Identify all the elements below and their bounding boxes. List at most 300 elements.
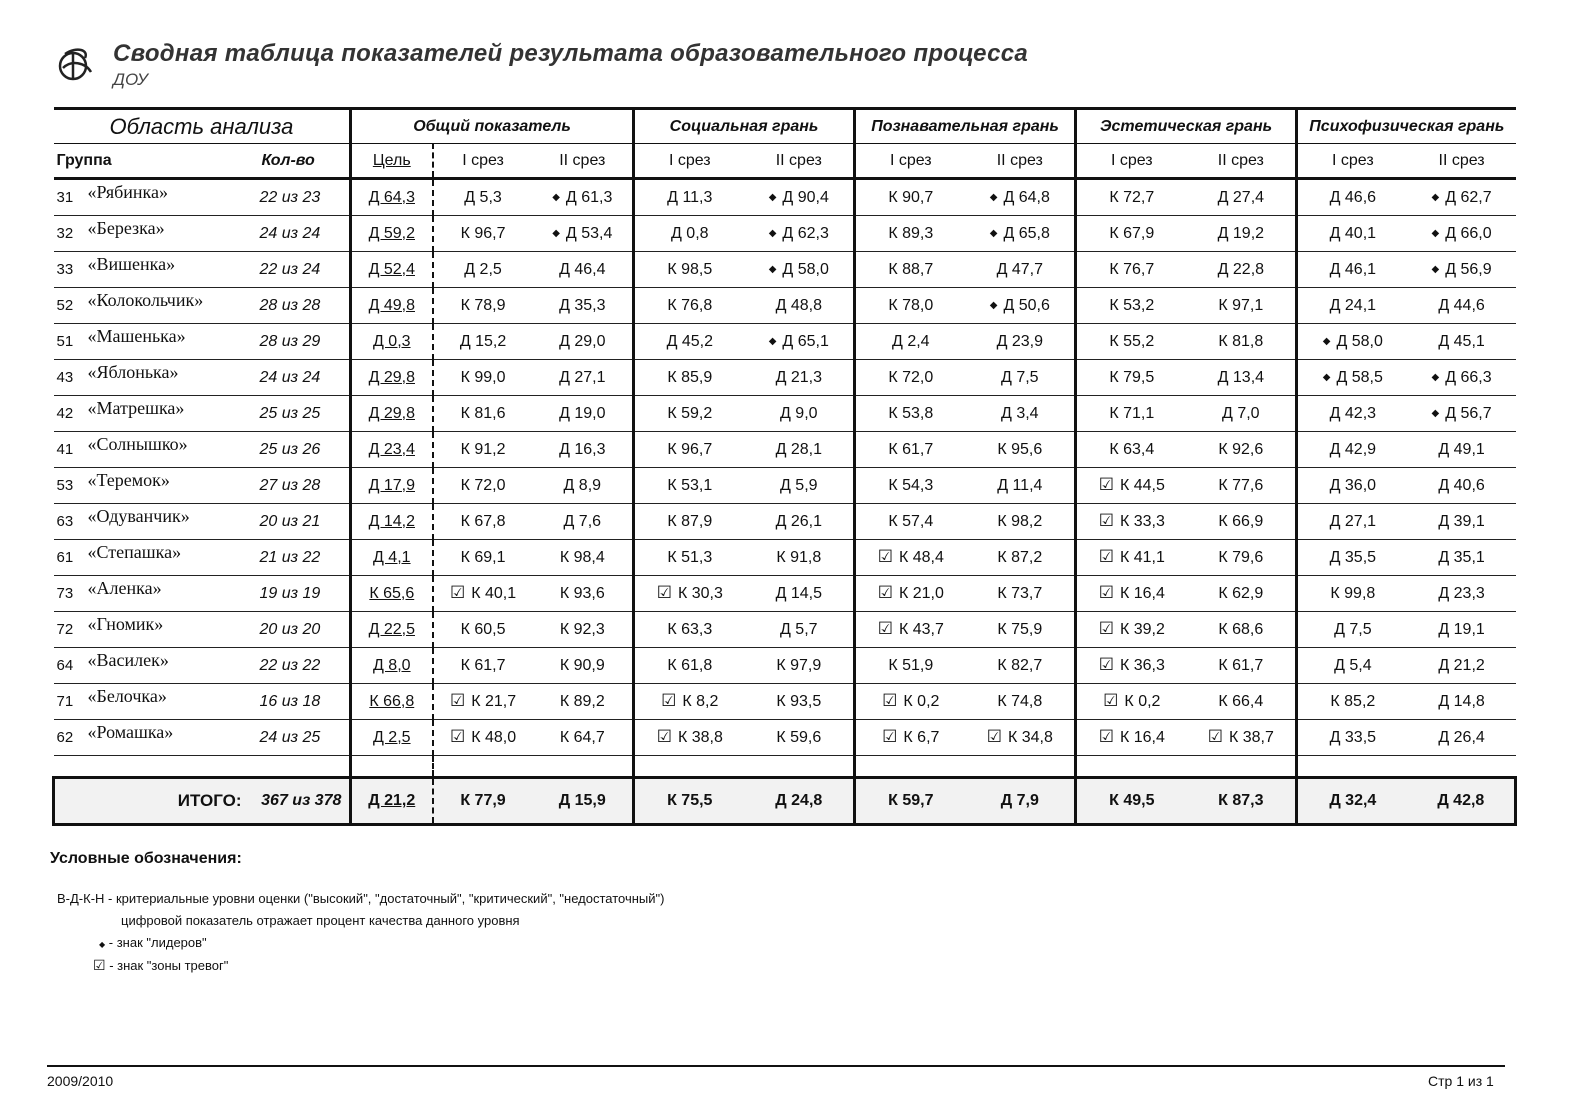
group-name: «Рябинка»: [84, 179, 254, 216]
group-number: 33: [54, 252, 84, 288]
leader-diamond-icon: ◆: [1431, 371, 1440, 383]
score-value: К 82,7: [997, 656, 1043, 674]
score-value: Д 56,9: [1445, 260, 1492, 278]
total-row: [54, 778, 1516, 825]
score-cell: [855, 324, 966, 360]
goal-value: Д 4,1: [351, 540, 433, 576]
score-value: Д 36,0: [1329, 476, 1377, 494]
score-value: К 78,9: [460, 296, 506, 314]
group-name: «Аленка»: [84, 576, 254, 612]
score-value: Д 53,4: [565, 224, 613, 242]
score-cell: [634, 432, 745, 468]
score-cell: [533, 540, 634, 576]
cognitive-s1-header: I срез: [855, 144, 966, 179]
score-cell: [1187, 468, 1297, 504]
score-value: К 98,5: [667, 260, 713, 278]
score-cell: [1187, 216, 1297, 252]
score-value: Д 35,3: [559, 296, 606, 314]
score-value: Д 62,7: [1445, 188, 1492, 206]
score-cell: [634, 612, 745, 648]
score-value: К 90,7: [888, 188, 934, 206]
score-value: Д 2,4: [892, 332, 930, 350]
score-cell: [1408, 179, 1516, 216]
score-value: К 93,6: [559, 584, 605, 602]
score-value: Д 0,8: [671, 224, 709, 242]
score-value: Д 21,3: [775, 368, 822, 386]
table-header-sections: [54, 109, 1516, 144]
score-cell: [1297, 468, 1408, 504]
goal-value: Д 64,3: [351, 179, 433, 216]
score-cell: [855, 612, 966, 648]
score-cell: [1408, 288, 1516, 324]
score-value: Д 19,0: [559, 404, 606, 422]
score-value: Д 2,5: [464, 260, 502, 278]
score-value: К 75,9: [997, 620, 1043, 638]
score-cell: [855, 179, 966, 216]
score-cell: [745, 396, 855, 432]
alarm-checkbox-icon: ☑: [449, 727, 466, 746]
goal-value: Д 8,0: [351, 648, 433, 684]
score-cell: [1408, 396, 1516, 432]
group-name: «Вишенка»: [84, 252, 254, 288]
score-cell: [855, 468, 966, 504]
group-number: 71: [54, 684, 84, 720]
score-cell: [1297, 360, 1408, 396]
score-cell: [966, 396, 1076, 432]
score-cell: [855, 648, 966, 684]
table-row: [54, 684, 1516, 720]
score-value: Д 56,7: [1445, 404, 1492, 422]
spacer-cell: [54, 756, 84, 778]
total-score: Д 42,8: [1408, 778, 1516, 825]
group-count: 24 из 24: [254, 360, 351, 396]
score-value: К 74,8: [997, 692, 1043, 710]
score-cell: [745, 432, 855, 468]
score-value: К 60,5: [460, 620, 506, 638]
leader-diamond-icon: ◆: [989, 191, 998, 203]
score-cell: [966, 432, 1076, 468]
score-value: К 21,7: [471, 693, 517, 710]
leader-diamond-icon: ◆: [989, 227, 998, 239]
leader-diamond-icon: ◆: [1431, 407, 1440, 419]
score-value: Д 35,1: [1438, 548, 1485, 566]
score-cell: [433, 324, 533, 360]
group-number: 51: [54, 324, 84, 360]
group-name: «Березка»: [84, 216, 254, 252]
score-value: Д 44,6: [1438, 296, 1485, 314]
score-value: Д 46,4: [559, 260, 606, 278]
table-row: [54, 396, 1516, 432]
score-cell: [966, 540, 1076, 576]
score-value: К 48,4: [898, 549, 944, 566]
group-count: 25 из 25: [254, 396, 351, 432]
general-s2-header: II срез: [533, 144, 634, 179]
alarm-checkbox-icon: ☑: [1098, 547, 1114, 566]
score-cell: [533, 504, 634, 540]
score-value: К 96,7: [667, 440, 713, 458]
score-cell: [1076, 396, 1187, 432]
score-value: К 62,9: [1218, 584, 1264, 602]
score-value: К 67,8: [460, 512, 506, 530]
alarm-checkbox-icon: ☑: [877, 547, 893, 566]
score-value: К 59,6: [776, 728, 822, 746]
score-cell: [745, 648, 855, 684]
alarm-checkbox-icon: ☑: [661, 691, 677, 710]
score-value: К 59,2: [667, 404, 713, 422]
score-cell: [634, 540, 745, 576]
table-row: [54, 504, 1516, 540]
score-value: К 72,7: [1109, 188, 1155, 206]
score-value: Д 49,1: [1438, 440, 1485, 458]
table-row: [54, 468, 1516, 504]
score-cell: [855, 576, 966, 612]
score-cell: [1187, 288, 1297, 324]
group-name: «Колокольчик»: [84, 288, 254, 324]
score-value: К 63,3: [667, 620, 713, 638]
alarm-checkbox-icon: ☑: [877, 583, 893, 602]
score-cell: [634, 396, 745, 432]
alarm-checkbox-icon: ☑: [93, 957, 106, 973]
score-cell: [533, 432, 634, 468]
score-cell: [533, 396, 634, 432]
score-value: Д 62,3: [782, 224, 829, 242]
score-cell: [1076, 612, 1187, 648]
goal-value: Д 22,5: [351, 612, 433, 648]
score-value: Д 64,8: [1003, 188, 1050, 206]
score-cell: [1297, 432, 1408, 468]
total-score: Д 24,8: [745, 778, 855, 825]
group-count: 28 из 29: [254, 324, 351, 360]
score-value: К 81,6: [460, 404, 506, 422]
score-cell: [1076, 504, 1187, 540]
score-value: Д 33,5: [1329, 728, 1377, 746]
score-value: Д 50,6: [1003, 296, 1050, 314]
total-label: ИТОГО:: [54, 778, 254, 825]
goal-column-header: Цель: [351, 144, 433, 179]
score-value: К 16,4: [1119, 585, 1165, 602]
total-score: К 77,9: [433, 778, 533, 825]
page-title: Сводная таблица показателей результата образовательного процесса: [113, 40, 1029, 67]
goal-value: Д 23,4: [351, 432, 433, 468]
score-cell: [433, 396, 533, 432]
goal-value: Д 49,8: [351, 288, 433, 324]
score-cell: [1297, 540, 1408, 576]
table-row: [54, 360, 1516, 396]
score-cell: [1076, 576, 1187, 612]
group-count: 19 из 19: [254, 576, 351, 612]
score-cell: [533, 324, 634, 360]
score-cell: [533, 612, 634, 648]
table-row: [54, 720, 1516, 756]
score-cell: [433, 576, 533, 612]
score-cell: [855, 252, 966, 288]
table-row: [54, 432, 1516, 468]
summary-table: [52, 107, 1517, 826]
group-number: 61: [54, 540, 84, 576]
score-value: К 43,7: [898, 621, 944, 638]
group-number: 43: [54, 360, 84, 396]
score-cell: [966, 324, 1076, 360]
score-cell: [1297, 324, 1408, 360]
score-cell: [1076, 720, 1187, 756]
group-name: «Теремок»: [84, 468, 254, 504]
score-cell: [966, 504, 1076, 540]
score-value: К 96,7: [460, 224, 506, 242]
score-value: Д 5,9: [780, 476, 818, 494]
score-value: К 69,1: [460, 548, 506, 566]
alarm-checkbox-icon: ☑: [1098, 655, 1114, 674]
score-cell: [433, 504, 533, 540]
score-value: К 68,6: [1218, 620, 1264, 638]
score-value: Д 22,8: [1217, 260, 1265, 278]
score-cell: [1076, 288, 1187, 324]
alarm-checkbox-icon: ☑: [1098, 583, 1114, 602]
table-row: [54, 216, 1516, 252]
analysis-area-header: Область анализа: [54, 109, 351, 144]
score-value: К 85,9: [667, 368, 713, 386]
score-cell: [745, 540, 855, 576]
goal-value: К 65,6: [351, 576, 433, 612]
score-cell: [966, 179, 1076, 216]
alarm-checkbox-icon: ☑: [656, 727, 672, 746]
score-cell: [1297, 720, 1408, 756]
section-psychophysical: Психофизическая грань: [1297, 109, 1516, 144]
goal-value: Д 29,8: [351, 360, 433, 396]
score-cell: [1187, 720, 1297, 756]
page-subtitle: ДОУ: [113, 70, 148, 89]
score-value: К 95,6: [997, 440, 1043, 458]
score-value: Д 13,4: [1217, 368, 1265, 386]
score-cell: [1076, 216, 1187, 252]
leader-diamond-icon: ◆: [99, 940, 106, 949]
leader-diamond-icon: ◆: [768, 191, 777, 203]
score-cell: [433, 612, 533, 648]
group-name: «Машенька»: [84, 324, 254, 360]
alarm-checkbox-icon: ☑: [1103, 691, 1119, 710]
score-value: К 63,4: [1109, 440, 1155, 458]
spacer-cell: [433, 756, 533, 778]
score-cell: [533, 684, 634, 720]
score-cell: [966, 720, 1076, 756]
score-cell: [1076, 540, 1187, 576]
score-cell: [533, 576, 634, 612]
score-value: К 36,3: [1119, 657, 1165, 674]
score-value: К 48,0: [471, 729, 517, 746]
score-value: Д 19,2: [1217, 224, 1265, 242]
group-number: 53: [54, 468, 84, 504]
score-value: Д 11,3: [667, 188, 713, 206]
group-name: «Гномик»: [84, 612, 254, 648]
table-header-columns: [54, 144, 1516, 179]
group-name: «Василек»: [84, 648, 254, 684]
score-value: К 41,1: [1119, 549, 1165, 566]
score-cell: [433, 468, 533, 504]
group-number: 64: [54, 648, 84, 684]
score-value: Д 7,5: [1001, 368, 1039, 386]
score-cell: [433, 179, 533, 216]
score-cell: [433, 252, 533, 288]
score-value: Д 42,9: [1329, 440, 1377, 458]
score-cell: [533, 288, 634, 324]
score-value: К 51,3: [667, 548, 713, 566]
goal-value: Д 14,2: [351, 504, 433, 540]
section-social: Социальная грань: [634, 109, 855, 144]
social-s2-header: II срез: [745, 144, 855, 179]
score-value: К 34,8: [1007, 729, 1053, 746]
score-cell: [855, 288, 966, 324]
psychophysical-s2-header: II срез: [1408, 144, 1516, 179]
total-score: К 49,5: [1076, 778, 1187, 825]
score-value: Д 65,8: [1003, 224, 1050, 242]
spacer-cell: [855, 756, 966, 778]
leader-diamond-icon: ◆: [1431, 263, 1440, 275]
group-name: «Степашка»: [84, 540, 254, 576]
score-value: Д 35,5: [1329, 548, 1377, 566]
alarm-checkbox-icon: ☑: [1098, 511, 1114, 530]
score-cell: [745, 179, 855, 216]
group-name: «Одуванчик»: [84, 504, 254, 540]
group-count: 25 из 26: [254, 432, 351, 468]
score-value: Д 46,6: [1329, 188, 1377, 206]
general-s1-header: I срез: [433, 144, 533, 179]
score-cell: [1297, 396, 1408, 432]
score-cell: [745, 720, 855, 756]
score-value: Д 26,4: [1438, 728, 1485, 746]
score-cell: [1076, 684, 1187, 720]
score-cell: [1408, 504, 1516, 540]
score-value: Д 40,6: [1438, 476, 1485, 494]
score-cell: [966, 288, 1076, 324]
group-name: «Матрешка»: [84, 396, 254, 432]
leader-diamond-icon: ◆: [1322, 335, 1331, 347]
score-cell: [1187, 648, 1297, 684]
goal-value: Д 17,9: [351, 468, 433, 504]
score-cell: [855, 216, 966, 252]
score-cell: [855, 396, 966, 432]
leader-diamond-icon: ◆: [768, 227, 777, 239]
legend-leaders-text: - знак "лидеров": [108, 935, 207, 950]
score-cell: [1297, 612, 1408, 648]
score-value: К 57,4: [888, 512, 934, 530]
score-value: Д 46,1: [1329, 260, 1377, 278]
score-value: Д 19,1: [1438, 620, 1485, 638]
score-value: К 88,7: [888, 260, 934, 278]
spacer-cell: [634, 756, 745, 778]
score-cell: [433, 360, 533, 396]
group-name: «Солнышко»: [84, 432, 254, 468]
score-value: Д 23,9: [996, 332, 1044, 350]
score-cell: [634, 324, 745, 360]
score-cell: [1187, 360, 1297, 396]
score-value: К 33,3: [1119, 513, 1165, 530]
score-cell: [433, 216, 533, 252]
score-cell: [745, 504, 855, 540]
score-cell: [1187, 684, 1297, 720]
score-value: К 6,7: [903, 729, 940, 746]
score-value: Д 28,1: [775, 440, 822, 458]
table-row: [54, 324, 1516, 360]
score-cell: [1187, 396, 1297, 432]
score-value: Д 14,8: [1438, 692, 1485, 710]
score-value: Д 47,7: [996, 260, 1044, 278]
group-number: 72: [54, 612, 84, 648]
group-count: 22 из 24: [254, 252, 351, 288]
score-value: К 44,5: [1119, 477, 1165, 494]
group-number: 32: [54, 216, 84, 252]
score-cell: [855, 432, 966, 468]
score-cell: [1076, 252, 1187, 288]
score-cell: [634, 252, 745, 288]
alarm-checkbox-icon: ☑: [1098, 619, 1114, 638]
score-value: К 97,9: [776, 656, 822, 674]
alarm-checkbox-icon: ☑: [986, 727, 1002, 746]
score-cell: [533, 216, 634, 252]
alarm-checkbox-icon: ☑: [449, 583, 466, 602]
alarm-checkbox-icon: ☑: [1098, 475, 1114, 494]
score-value: К 98,4: [559, 548, 605, 566]
score-value: К 76,8: [667, 296, 713, 314]
alarm-checkbox-icon: ☑: [1207, 727, 1223, 746]
score-value: К 78,0: [888, 296, 934, 314]
score-value: К 8,2: [682, 693, 719, 710]
score-value: К 87,9: [667, 512, 713, 530]
score-cell: [634, 720, 745, 756]
score-cell: [966, 612, 1076, 648]
leader-diamond-icon: ◆: [768, 263, 777, 275]
score-value: Д 16,3: [559, 440, 606, 458]
score-value: Д 9,0: [780, 404, 818, 422]
goal-value: Д 2,5: [351, 720, 433, 756]
group-count: 28 из 28: [254, 288, 351, 324]
score-value: Д 7,5: [1334, 620, 1372, 638]
group-number: 31: [54, 179, 84, 216]
score-value: Д 21,2: [1438, 656, 1485, 674]
group-count: 20 из 21: [254, 504, 351, 540]
score-value: К 92,6: [1218, 440, 1264, 458]
score-value: К 99,8: [1330, 584, 1376, 602]
score-value: К 66,4: [1218, 692, 1264, 710]
score-value: Д 3,4: [1001, 404, 1039, 422]
total-score: Д 32,4: [1297, 778, 1408, 825]
score-cell: [1297, 216, 1408, 252]
score-cell: [966, 360, 1076, 396]
spacer-cell: [745, 756, 855, 778]
score-cell: [745, 216, 855, 252]
section-aesthetic: Эстетическая грань: [1076, 109, 1297, 144]
score-value: К 99,0: [460, 368, 506, 386]
score-cell: [1076, 324, 1187, 360]
score-cell: [1297, 684, 1408, 720]
score-value: Д 66,3: [1445, 368, 1492, 386]
psychophysical-s1-header: I срез: [1297, 144, 1408, 179]
score-cell: [1187, 612, 1297, 648]
cognitive-s2-header: II срез: [966, 144, 1076, 179]
goal-value: Д 29,8: [351, 396, 433, 432]
score-value: К 61,8: [667, 656, 713, 674]
score-cell: [634, 216, 745, 252]
score-cell: [634, 468, 745, 504]
score-value: Д 42,3: [1329, 404, 1377, 422]
score-value: К 53,8: [888, 404, 934, 422]
group-count: 22 из 23: [254, 179, 351, 216]
group-name: «Белочка»: [84, 684, 254, 720]
spacer-cell: [254, 756, 351, 778]
score-value: К 0,2: [1124, 693, 1161, 710]
score-cell: [1187, 179, 1297, 216]
score-cell: [1408, 612, 1516, 648]
aesthetic-s2-header: II срез: [1187, 144, 1297, 179]
legend-percent-line: цифровой показатель отражает процент качества данного уровня: [121, 913, 520, 928]
